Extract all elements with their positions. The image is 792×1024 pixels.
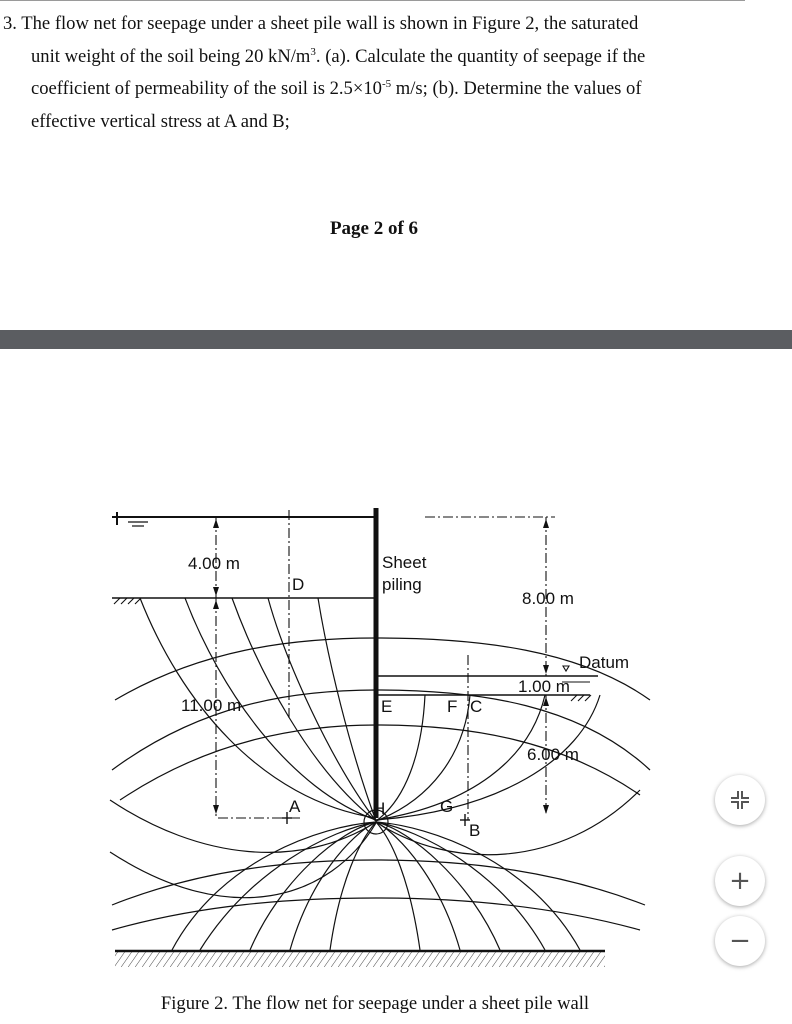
fit-screen-icon bbox=[731, 791, 749, 809]
point-f-label: F bbox=[447, 697, 458, 716]
figure-caption: Figure 2. The flow net for seepage under a sheet pile wall bbox=[160, 993, 590, 1014]
flow-fans bbox=[172, 810, 580, 950]
point-b-label: B bbox=[469, 821, 481, 840]
question-line-3 bbox=[3, 73, 747, 106]
question-line-2b: . (a). Calculate the quantity of seepage if the bbox=[315, 45, 646, 67]
dim-downstream-water-label: 1.00 m bbox=[518, 677, 570, 696]
ground-hatch bbox=[114, 598, 141, 604]
fit-to-screen-button[interactable] bbox=[715, 775, 765, 825]
impermeable-base-hatch bbox=[115, 951, 605, 967]
question-line-3b: m/s; (b). Determine the values of bbox=[391, 78, 642, 99]
flow-net-figure bbox=[0, 349, 792, 998]
point-g-label: G bbox=[440, 797, 454, 816]
flow-net-drawing bbox=[0, 349, 792, 993]
point-d-label: D bbox=[292, 575, 305, 594]
question-line-4: effective vertical stress at A and B; bbox=[31, 110, 290, 132]
point-c-label: C bbox=[470, 697, 483, 716]
dim-pile-depth-label: 11.00 m bbox=[181, 696, 242, 715]
top-rule bbox=[0, 0, 745, 1]
page-number: Page 2 of 6 bbox=[329, 218, 419, 239]
plus-icon: + bbox=[729, 866, 751, 896]
unit-superscript: 3 bbox=[310, 45, 316, 58]
question-text bbox=[3, 8, 747, 138]
question-line-2 bbox=[3, 41, 747, 74]
point-a-label: A bbox=[289, 797, 301, 816]
zoom-out-button[interactable] bbox=[715, 916, 765, 966]
question-line-2a: unit weight of the soil being 20 kN/m bbox=[31, 45, 311, 67]
sheet-piling-label-1: Sheet bbox=[382, 553, 427, 572]
question-line-1: 3. The flow net for seepage under a sheet pile wall is shown in Figure 2, the saturated bbox=[3, 13, 639, 34]
equipotential-lines-right bbox=[376, 695, 640, 855]
dim-downstream-depth-label: 6.00 m bbox=[527, 745, 579, 764]
equipotential-lines-left bbox=[110, 598, 376, 898]
dim-downstream-head-label: 8.00 m bbox=[522, 589, 574, 608]
sheet-piling-label-2: piling bbox=[382, 575, 422, 594]
question-line-3a: coefficient of permeability of the soil is 2.5×10 bbox=[31, 78, 382, 99]
dim-upstream-water-label: 4.00 m bbox=[188, 554, 240, 573]
point-h-label: H bbox=[373, 799, 386, 818]
page-divider bbox=[0, 330, 792, 349]
minus-icon: − bbox=[729, 926, 751, 956]
exponent-superscript: -5 bbox=[381, 78, 392, 90]
datum-label: Datum bbox=[579, 653, 630, 672]
point-e-label: E bbox=[381, 697, 393, 716]
datum-symbol bbox=[563, 666, 569, 671]
zoom-in-button[interactable] bbox=[715, 856, 765, 906]
ground-hatch bbox=[571, 695, 591, 701]
